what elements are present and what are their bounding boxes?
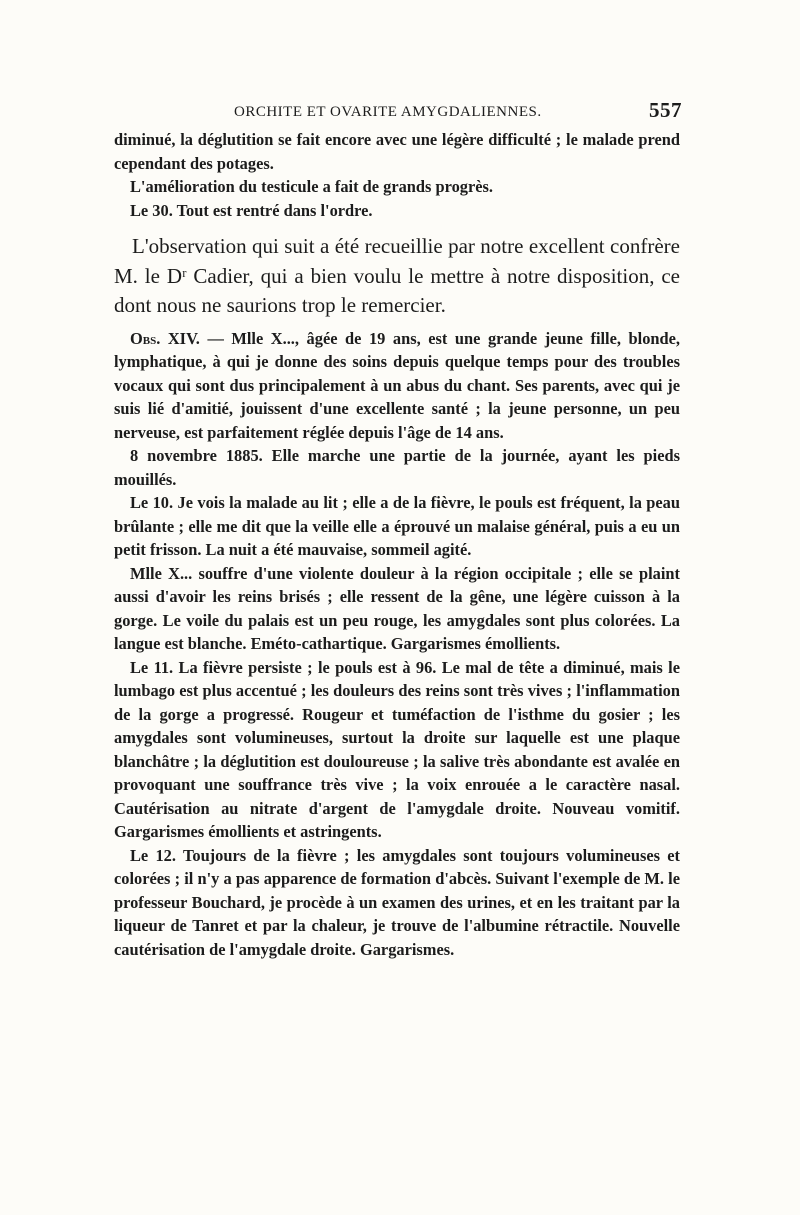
running-head (114, 96, 680, 126)
paragraph-amelioration: L'amélioration du testicule a fait de grands progrès. (130, 177, 494, 196)
intro-block (114, 232, 680, 321)
observation-text: — Mlle X..., âgée de 19 ans, est une grande jeune fille, blonde, lymphatique, à qui je donne des soins depuis quelque temps pour des troubles vocaux qui sont dus principalement à un abus du chant. Ses parents, avec qui je suis lié d'amitié, jouissent d'une excellente santé ; la jeune personne, un peu nerveuse, est parfaitement réglée depuis l'âge de 14 ans. (114, 328, 680, 442)
paragraph-mlle-x: Mlle X... souffre d'une violente douleur à la région occipitale ; elle se plaint aussi d'avoir les reins brisés ; elle ressent de la gêne, une légère cuisson à la gorge. Le voile du palais est un peu rouge, les amygdales sont plus colorées. La langue est blanche. Eméto-cathartique. Gargarismes émollients. (114, 563, 680, 653)
paragraph-le-30: Le 30. Tout est rentré dans l'ordre. (130, 200, 373, 220)
page-number: 557 (649, 98, 682, 122)
paragraph-obs-xiv (114, 327, 680, 445)
observation-block (114, 327, 680, 962)
paragraph-le-12: Le 12. Toujours de la fièvre ; les amygdales sont toujours volumineuses et colorées ; il n'y a pas apparence de formation d'abcès. Suivant l'exemple de M. le professeur Bouchard, je procède à un examen des urines, et en les traitant par la liqueur de Tanret et par la chaleur, je trouve de l'albumine rétractile. Nouvelle cautérisation de l'amygdale droite. Gargarismes. (114, 845, 680, 959)
paragraph-le-11: Le 11. La fièvre persiste ; le pouls est à 96. Le mal de tête a diminué, mais le lumbago est plus accentué ; les douleurs des reins sont très vives ; l'inflammation de la gorge a progressé. Rougeur et tuméfaction de l'isthme du gosier ; les amygdales sont volumineuses, surtout la droite sur laquelle est une plaque blanchâtre ; la déglutition est douloureuse ; la salive très abondante est avalée en provoquant une souffrance très vive ; la voix enrouée a le caractère nasal. Cautérisation au nitrate d'argent de l'amygdale droite. Nouveau vomitif. Gargarismes émollients et astringents. (114, 657, 680, 841)
paragraph-continued: diminué, la déglutition se fait encore avec une légère difficulté ; le malade prend cependant des potages. (114, 130, 680, 173)
observation-label: Obs. XIV. (130, 328, 200, 348)
paragraph-8-novembre: 8 novembre 1885. Elle marche une partie de la journée, ayant les pieds mouillés. (114, 446, 680, 489)
text-block-top (114, 128, 680, 222)
paragraph-le-10: Le 10. Je vois la malade au lit ; elle a de la fièvre, le pouls est fréquent, la peau brûlante ; elle me dit que la veille elle a éprouvé un malaise général, puis a eu un petit frisson. La nuit a été mauvaise, sommeil agité. (114, 493, 680, 559)
running-title: ORCHITE ET OVARITE AMYGDALIENNES. (234, 104, 542, 120)
paragraph-intro: L'observation qui suit a été recueillie par notre excellent confrère M. le Dʳ Cadier, qui a bien voulu le mettre à notre disposition, ce dont nous ne saurions trop le remercier. (114, 234, 680, 317)
